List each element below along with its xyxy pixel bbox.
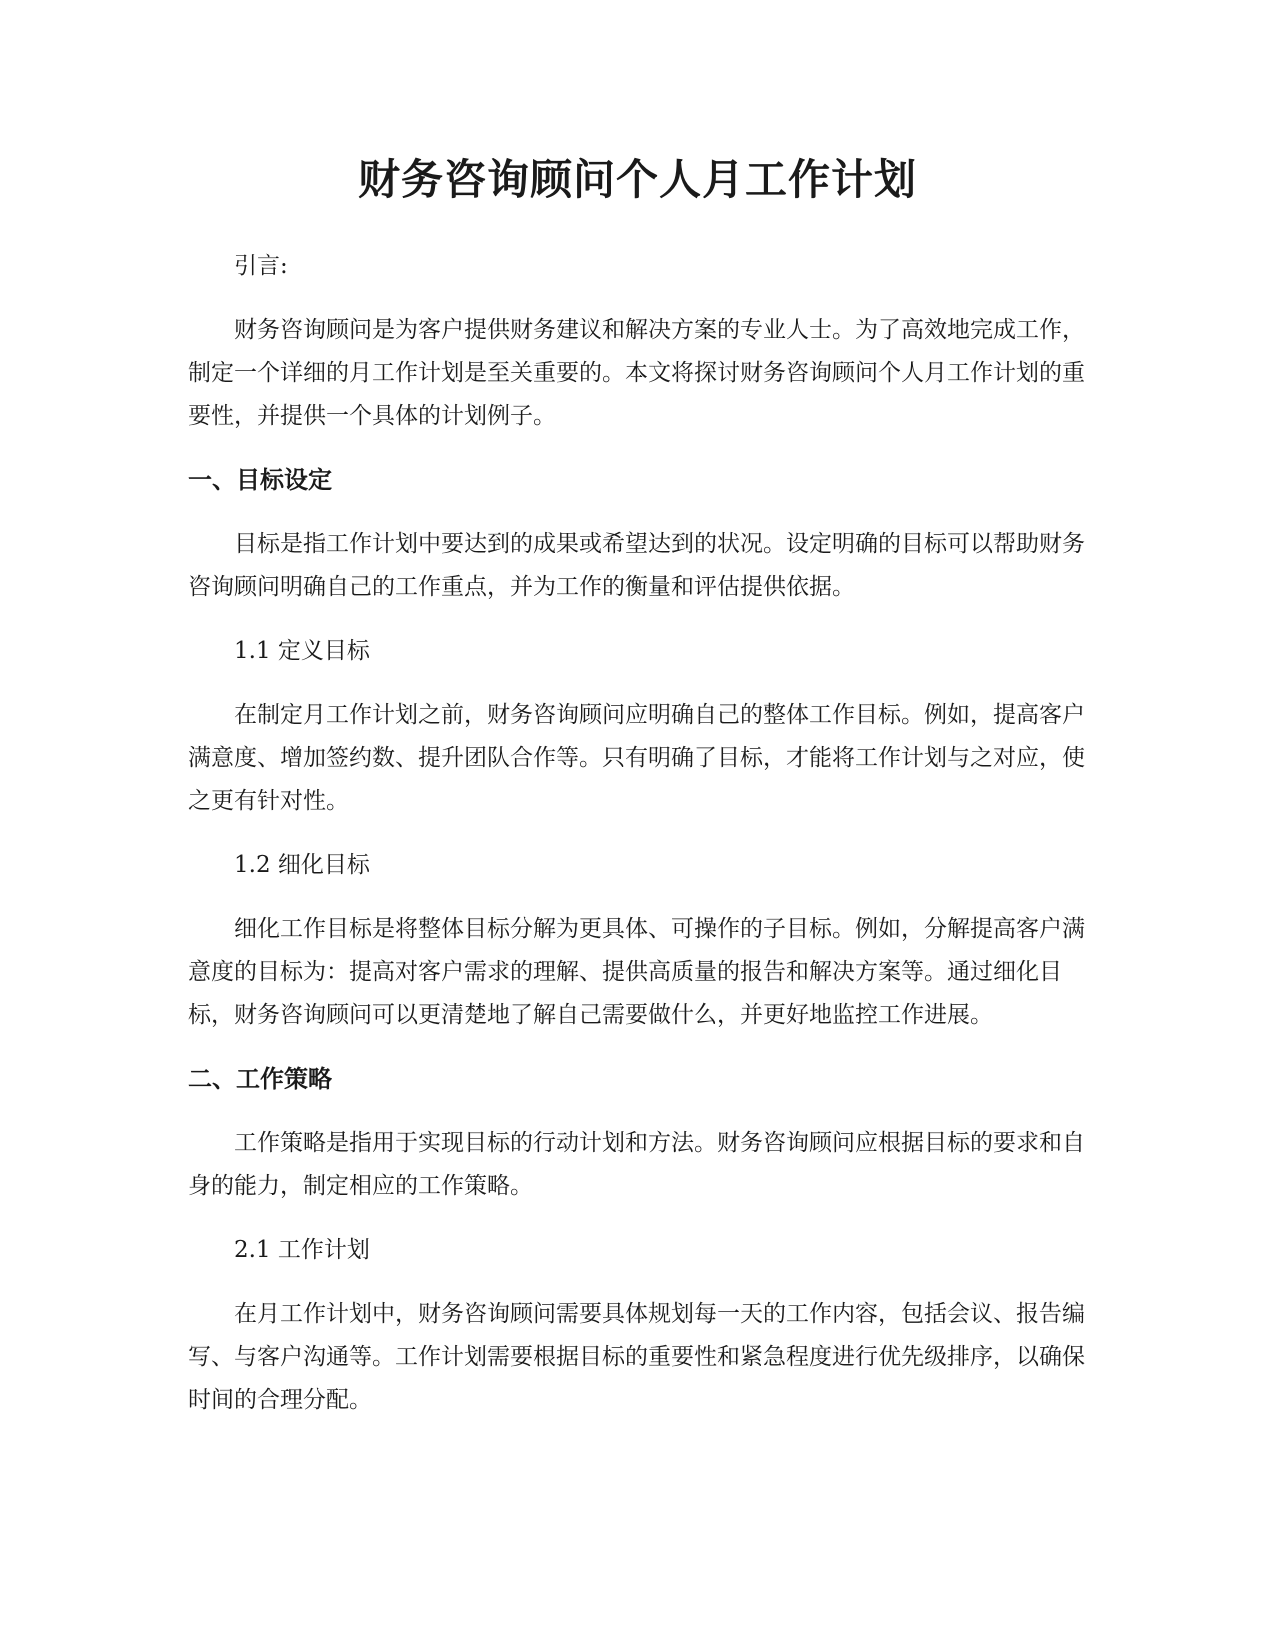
subsection-1-2-paragraph: 细化工作目标是将整体目标分解为更具体、可操作的子目标。例如，分解提高客户满意度的目标为：提高对客户需求的理解、提供高质量的报告和解决方案等。通过细化目标，财务咨询顾问可以更清楚地了解自己需要做什么，并更好地监控工作进展。: [188, 916, 1085, 1028]
section-1-paragraph: 目标是指工作计划中要达到的成果或希望达到的状况。设定明确的目标可以帮助财务咨询顾问明确自己的工作重点，并为工作的衡量和评估提供依据。: [188, 531, 1085, 600]
intro-label: 引言:: [234, 253, 288, 279]
intro-paragraph: 财务咨询顾问是为客户提供财务建议和解决方案的专业人士。为了高效地完成工作，制定一个详细的月工作计划是至关重要的。本文将探讨财务咨询顾问个人月工作计划的重要性，并提供一个具体的计划例子。: [188, 317, 1085, 429]
section-1-heading: 一、目标设定: [188, 466, 332, 494]
document-body: [188, 245, 1088, 1443]
section-2-heading: 二、工作策略: [188, 1065, 332, 1093]
subsection-2-1-heading: 2.1 工作计划: [234, 1237, 370, 1263]
subsection-1-1-paragraph: 在制定月工作计划之前，财务咨询顾问应明确自己的整体工作目标。例如，提高客户满意度、增加签约数、提升团队合作等。只有明确了目标，才能将工作计划与之对应，使之更有针对性。: [188, 702, 1085, 814]
subsection-2-1-paragraph: 在月工作计划中，财务咨询顾问需要具体规划每一天的工作内容，包括会议、报告编写、与客户沟通等。工作计划需要根据目标的重要性和紧急程度进行优先级排序，以确保时间的合理分配。: [188, 1301, 1085, 1413]
document-title: 财务咨询顾问个人月工作计划: [357, 155, 917, 204]
subsection-1-2-heading: 1.2 细化目标: [234, 852, 370, 878]
section-2-paragraph: 工作策略是指用于实现目标的行动计划和方法。财务咨询顾问应根据目标的要求和自身的能力，制定相应的工作策略。: [188, 1130, 1085, 1199]
subsection-1-1-heading: 1.1 定义目标: [234, 638, 370, 664]
